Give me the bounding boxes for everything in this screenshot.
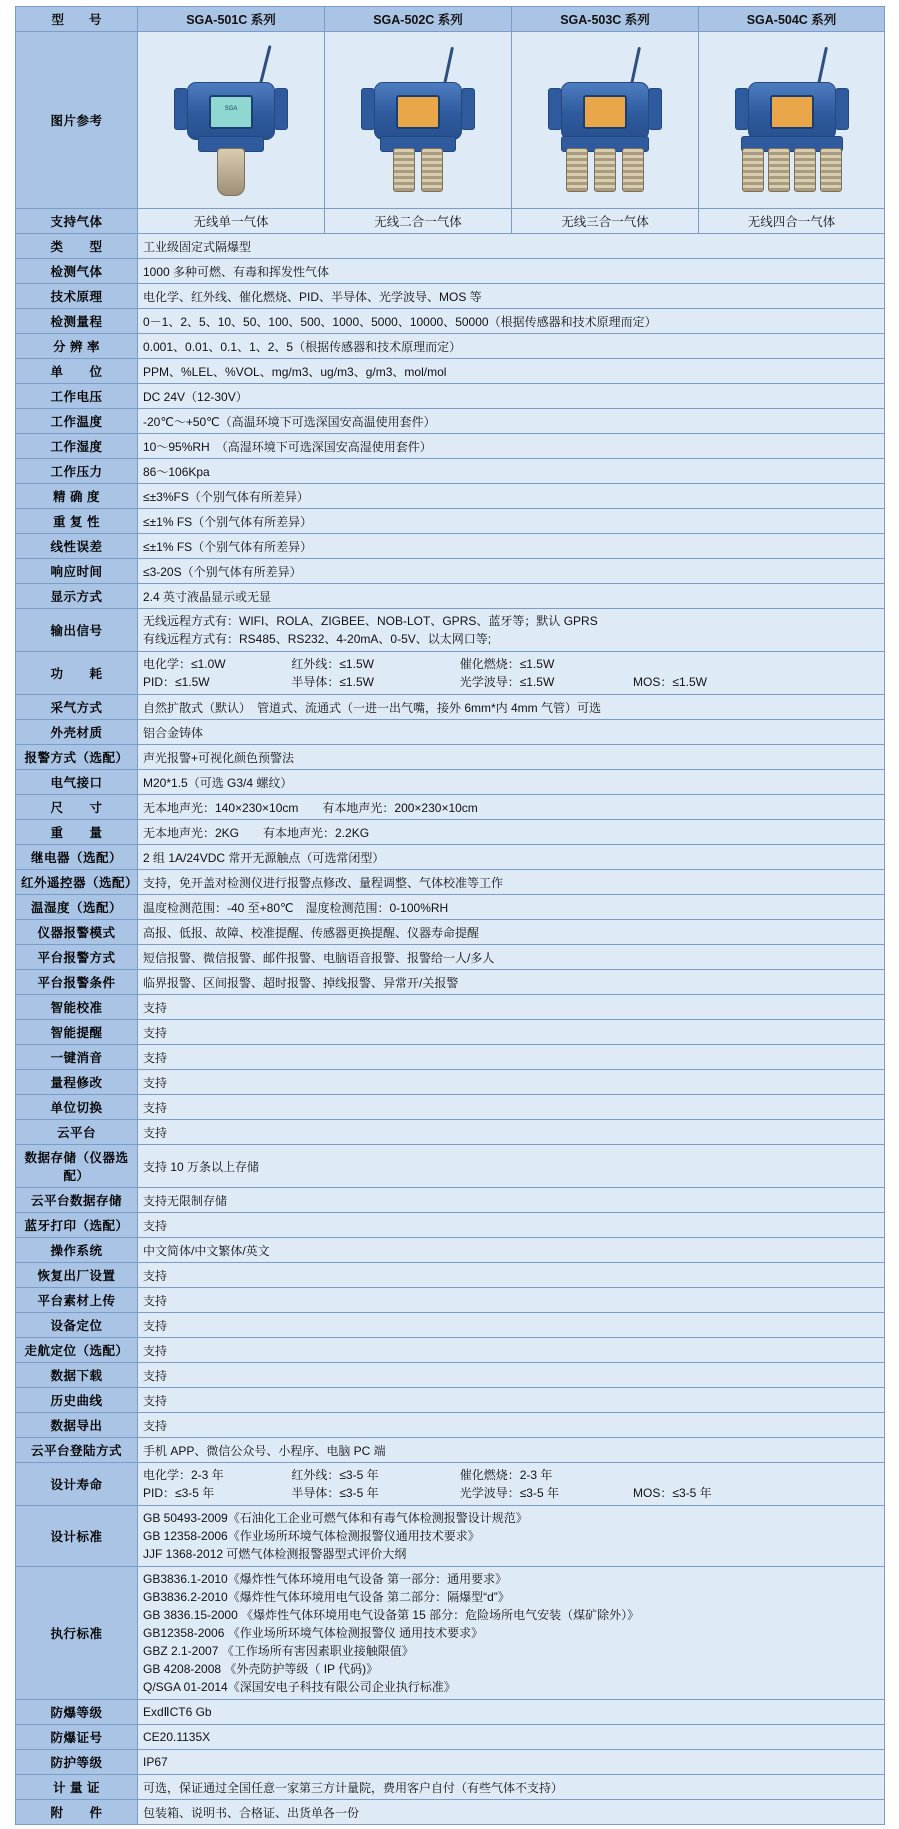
row-label: 数据导出 [16,1413,138,1438]
row-value: 无本地声光：2KG 有本地声光：2.2KG [138,820,885,845]
row-label: 响应时间 [16,559,138,584]
table-row [16,1070,885,1095]
spec-table [15,6,885,1825]
table-row [16,284,885,309]
row-label: 恢复出厂设置 [16,1263,138,1288]
exec-std-line: GB 3836.15-2000 《爆炸性气体环境用电气设备第 15 部分：危险场所电气安装（煤矿除外）》 [143,1608,640,1622]
row-label: 设备定位 [16,1313,138,1338]
row-value: 支持 [138,1120,885,1145]
exec-std-line: GB12358-2006 《作业场所环境气体检测报警仪 通用技术要求》 [143,1626,484,1640]
table-row [16,334,885,359]
table-row [16,945,885,970]
table-row [16,559,885,584]
life-line-1 [143,1466,879,1484]
row-value: IP67 [138,1750,885,1775]
table-row [16,1020,885,1045]
exec-std-line: GB3836.1-2010《爆炸性气体环境用电气设备 第一部分：通用要求》 [143,1572,508,1586]
row-value [138,652,885,695]
table-row [16,920,885,945]
power-line-1 [143,655,879,673]
row-value: 支持 10 万条以上存储 [138,1145,885,1188]
row-value: ≤±3%FS（个别气体有所差异） [138,484,885,509]
table-row [16,1095,885,1120]
row-value: 10～95%RH （高湿环境下可选深国安高湿使用套件） [138,434,885,459]
life-pid: PID：≤3-5 年 [143,1486,215,1500]
table-row [16,509,885,534]
table-row [16,695,885,720]
row-value [138,1567,885,1700]
table-row [16,720,885,745]
design-std-line: JJF 1368-2012 可燃气体检测报警器型式评价大纲 [143,1547,407,1561]
device-image-3 [512,32,699,209]
row-label: 线性误差 [16,534,138,559]
row-label: 单 位 [16,359,138,384]
row-label: 输出信号 [16,609,138,652]
row-value: 声光报警+可视化颜色预警法 [138,745,885,770]
row-label: 数据下载 [16,1363,138,1388]
row-value: 支持 [138,995,885,1020]
row-label: 显示方式 [16,584,138,609]
row-value: 无本地声光：140×230×10cm 有本地声光：200×230×10cm [138,795,885,820]
power-optical: 光学波导：≤1.5W [459,675,555,689]
power-line-2 [143,673,879,691]
design-std-line: GB 50493-2009《石油化工企业可燃气体和有毒气体检测报警设计规范》 [143,1511,528,1525]
row-label: 防护等级 [16,1750,138,1775]
row-label: 平台素材上传 [16,1288,138,1313]
life-semiconductor: 半导体：≤3-5 年 [291,1486,379,1500]
row-label: 外壳材质 [16,720,138,745]
model-1: SGA-501C 系列 [138,7,325,32]
row-value: 工业级固定式隔爆型 [138,234,885,259]
row-value: 电化学、红外线、催化燃烧、PID、半导体、光学波导、MOS 等 [138,284,885,309]
power-infrared: 红外线：≤1.5W [291,657,374,671]
table-row [16,1413,885,1438]
table-row [16,1725,885,1750]
row-value: 2.4 英寸液晶显示或无显 [138,584,885,609]
table-row [16,409,885,434]
exec-std-line: GB3836.2-2010《爆炸性气体环境用电气设备 第二部分：隔爆型“d”》 [143,1590,510,1604]
row-value: 自然扩散式（默认） 管道式、流通式（一进一出气嘴，接外 6mm*内 4mm 气管）可选 [138,695,885,720]
row-value: 支持 [138,1363,885,1388]
table-row [16,1045,885,1070]
model-2: SGA-502C 系列 [325,7,512,32]
table-row [16,1238,885,1263]
table-row [16,384,885,409]
table-row [16,234,885,259]
row-value: 1000 多种可燃、有毒和挥发性气体 [138,259,885,284]
table-row [16,1120,885,1145]
table-row [16,1800,885,1825]
row-label: 历史曲线 [16,1388,138,1413]
table-row [16,845,885,870]
row-value: -20℃～+50℃（高温环境下可选深国安高温使用套件） [138,409,885,434]
table-row-life [16,1463,885,1506]
row-value: 高报、低报、故障、校准提醒、传感器更换提醒、仪器寿命提醒 [138,920,885,945]
row-label: 智能校准 [16,995,138,1020]
row-value: ≤±1% FS（个别气体有所差异） [138,534,885,559]
output-line-1: 无线远程方式有：WIFI、ROLA、ZIGBEE、NOB-LOT、GPRS、蓝牙等；默认 GPRS [143,614,598,628]
row-value: 可选，保证通过全国任意一家第三方计量院，费用客户自付（有些气体不支持） [138,1775,885,1800]
table-row [16,359,885,384]
life-optical: 光学波导：≤3-5 年 [459,1486,559,1500]
row-label: 电气接口 [16,770,138,795]
table-row [16,970,885,995]
row-label: 工作温度 [16,409,138,434]
life-electrochemical: 电化学：2-3 年 [143,1468,224,1482]
table-row [16,309,885,334]
life-catalytic: 催化燃烧：2-3 年 [459,1468,553,1482]
row-value: 支持 [138,1020,885,1045]
table-row-design-standard [16,1506,885,1567]
table-row [16,584,885,609]
table-row [16,795,885,820]
row-label: 采气方式 [16,695,138,720]
row-label: 平台报警方式 [16,945,138,970]
row-label: 技术原理 [16,284,138,309]
table-row [16,1750,885,1775]
row-label: 温湿度（选配） [16,895,138,920]
row-label: 工作压力 [16,459,138,484]
row-label: 检测气体 [16,259,138,284]
life-line-2 [143,1484,879,1502]
row-value: 支持 [138,1045,885,1070]
row-label: 附 件 [16,1800,138,1825]
device-image-1: SGA [138,32,325,209]
table-row-output [16,609,885,652]
table-row [16,1388,885,1413]
row-label: 量程修改 [16,1070,138,1095]
row-value: DC 24V（12-30V） [138,384,885,409]
row-label: 智能提醒 [16,1020,138,1045]
table-row [16,1363,885,1388]
life-mos: MOS：≤3-5 年 [633,1486,712,1500]
table-row [16,1288,885,1313]
table-row [16,820,885,845]
table-row [16,1438,885,1463]
row-label: 数据存储（仪器选配） [16,1145,138,1188]
power-pid: PID：≤1.5W [143,675,210,689]
row-label: 尺 寸 [16,795,138,820]
row-value: ≤±1% FS（个别气体有所差异） [138,509,885,534]
row-label: 检测量程 [16,309,138,334]
life-infrared: 红外线：≤3-5 年 [291,1468,379,1482]
row-value: 支持 [138,1095,885,1120]
row-label: 蓝牙打印（选配） [16,1213,138,1238]
row-value: 中文简体/中文繁体/英文 [138,1238,885,1263]
gas-value-2: 无线二合一气体 [325,209,512,234]
table-row [16,1313,885,1338]
model-4: SGA-504C 系列 [699,7,885,32]
table-row [16,1700,885,1725]
table-row [16,1338,885,1363]
table-row [16,1145,885,1188]
row-label: 功 耗 [16,652,138,695]
row-value: ≤3-20S（个别气体有所差异） [138,559,885,584]
table-row [16,1263,885,1288]
row-label: 报警方式（选配） [16,745,138,770]
row-value: 支持 [138,1413,885,1438]
spec-sheet [0,6,899,1825]
row-label: 云平台数据存储 [16,1188,138,1213]
row-value [138,609,885,652]
design-std-line: GB 12358-2006《作业场所环境气体检测报警仪通用技术要求》 [143,1529,480,1543]
table-row [16,870,885,895]
row-value: 包装箱、说明书、合格证、出货单各一份 [138,1800,885,1825]
row-value: 支持，免开盖对检测仪进行报警点修改、量程调整、气体校准等工作 [138,870,885,895]
table-row [16,895,885,920]
row-value: M20*1.5（可选 G3/4 螺纹） [138,770,885,795]
row-value: 短信报警、微信报警、邮件报警、电脑语音报警、报警给一人/多人 [138,945,885,970]
row-label: 分 辨 率 [16,334,138,359]
row-value: CE20.1135X [138,1725,885,1750]
row-label: 设计标准 [16,1506,138,1567]
table-row [16,770,885,795]
row-value: 0.001、0.01、0.1、1、2、5（根据传感器和技术原理而定） [138,334,885,359]
row-label: 继电器（选配） [16,845,138,870]
row-label: 精 确 度 [16,484,138,509]
table-row-images [16,32,885,209]
table-row-power [16,652,885,695]
gas-value-3: 无线三合一气体 [512,209,699,234]
row-label: 重 复 性 [16,509,138,534]
row-value: 支持 [138,1313,885,1338]
row-value: 支持 [138,1388,885,1413]
row-value [138,1506,885,1567]
row-value: PPM、%LEL、%VOL、mg/m3、ug/m3、g/m3、mol/mol [138,359,885,384]
row-label: 仪器报警模式 [16,920,138,945]
table-row [16,995,885,1020]
exec-std-line: Q/SGA 01-2014《深国安电子科技有限公司企业执行标准》 [143,1680,456,1694]
row-label: 设计寿命 [16,1463,138,1506]
row-label: 操作系统 [16,1238,138,1263]
row-value: 0－1、2、5、10、50、100、500、1000、5000、10000、50000（根据传感器和技术原理而定） [138,309,885,334]
row-label: 重 量 [16,820,138,845]
table-row [16,259,885,284]
row-value: 支持 [138,1288,885,1313]
row-label: 走航定位（选配） [16,1338,138,1363]
row-label: 一键消音 [16,1045,138,1070]
row-label: 云平台登陆方式 [16,1438,138,1463]
row-value: 86～106Kpa [138,459,885,484]
row-label: 类 型 [16,234,138,259]
table-row [16,1188,885,1213]
row-value [138,1463,885,1506]
row-label: 云平台 [16,1120,138,1145]
row-value: 2 组 1A/24VDC 常开无源触点（可选常闭型） [138,845,885,870]
image-row-label: 图片参考 [16,32,138,209]
row-value: 支持 [138,1213,885,1238]
device-image-4 [699,32,885,209]
row-value: 支持 [138,1070,885,1095]
power-electrochemical: 电化学：≤1.0W [143,657,226,671]
gas-value-4: 无线四合一气体 [699,209,885,234]
table-row [16,484,885,509]
row-value: 手机 APP、微信公众号、小程序、电脑 PC 端 [138,1438,885,1463]
row-value: ExdⅡCT6 Gb [138,1700,885,1725]
row-label: 防爆证号 [16,1725,138,1750]
row-label: 计 量 证 [16,1775,138,1800]
row-label: 执行标准 [16,1567,138,1700]
table-row-header [16,7,885,32]
table-row [16,745,885,770]
table-row [16,434,885,459]
table-row [16,459,885,484]
row-value: 铝合金铸体 [138,720,885,745]
exec-std-line: GBZ 2.1-2007 《工作场所有害因素职业接触限值》 [143,1644,414,1658]
row-label: 防爆等级 [16,1700,138,1725]
power-mos: MOS：≤1.5W [633,675,707,689]
model-3: SGA-503C 系列 [512,7,699,32]
power-catalytic: 催化燃烧：≤1.5W [459,657,555,671]
row-value: 温度检测范围：-40 至+80℃ 湿度检测范围：0-100%RH [138,895,885,920]
device-image-2 [325,32,512,209]
row-label: 工作电压 [16,384,138,409]
exec-std-line: GB 4208-2008 《外壳防护等级（ IP 代码)》 [143,1662,379,1676]
table-row-gas [16,209,885,234]
gas-row-label: 支持气体 [16,209,138,234]
table-row [16,534,885,559]
row-value: 支持 [138,1263,885,1288]
row-value: 支持 [138,1338,885,1363]
row-value: 临界报警、区间报警、超时报警、掉线报警、异常开/关报警 [138,970,885,995]
row-label: 红外遥控器（选配） [16,870,138,895]
table-row [16,1213,885,1238]
row-value: 支持无限制存储 [138,1188,885,1213]
gas-value-1: 无线单一气体 [138,209,325,234]
header-label: 型 号 [16,7,138,32]
row-label: 单位切换 [16,1095,138,1120]
output-line-2: 有线远程方式有：RS485、RS232、4-20mA、0-5V、以太网口等; [143,632,492,646]
row-label: 工作湿度 [16,434,138,459]
table-row [16,1775,885,1800]
row-label: 平台报警条件 [16,970,138,995]
power-semiconductor: 半导体：≤1.5W [291,675,374,689]
table-row-exec-standard [16,1567,885,1700]
